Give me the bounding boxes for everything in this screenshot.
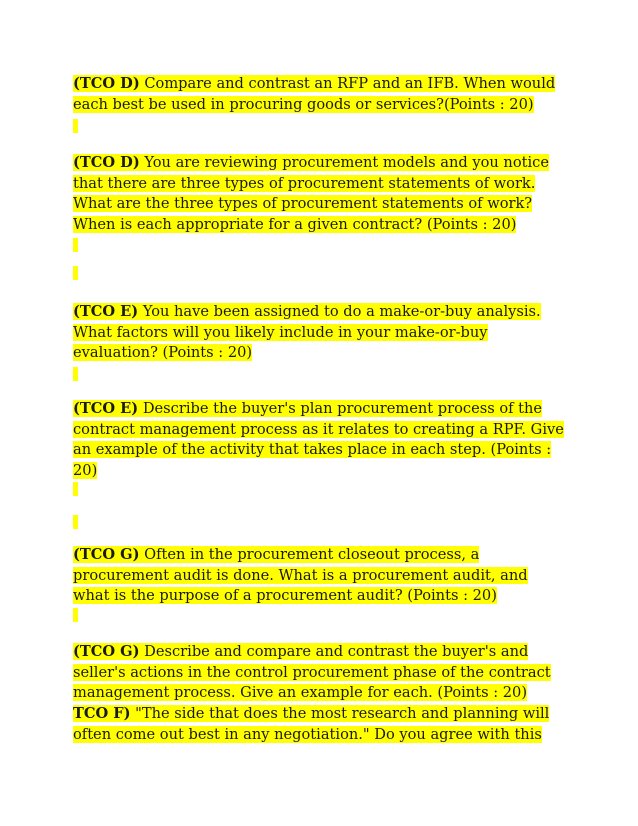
question-6-line-3: management process. Give an example for each. (Points : 20) xyxy=(73,684,528,702)
question-3 xyxy=(73,302,573,364)
question-4-line-1: Describe the buyer's plan procurement process of the xyxy=(138,400,543,417)
question-3-line-1: You have been assigned to do a make-or-buy analysis. xyxy=(138,303,541,320)
question-7-line-1: "The side that does the most research and planning will xyxy=(130,705,550,723)
question-5-line-1: Often in the procurement closeout process, a xyxy=(139,546,480,563)
question-6 xyxy=(73,642,573,745)
question-5-line-2: procurement audit is done. What is a procurement audit, and xyxy=(73,566,528,584)
question-4-line-4: 20) xyxy=(73,462,98,480)
question-7-line-2: often come out best in any negotiation." Do you agree with this xyxy=(73,725,542,743)
highlight-marker xyxy=(73,238,78,252)
question-1 xyxy=(73,74,573,115)
highlight-marker xyxy=(73,119,78,133)
question-3-line-3: evaluation? (Points : 20) xyxy=(73,344,253,362)
question-2-line-1: You are reviewing procurement models and you notice xyxy=(139,154,549,171)
question-5-line-3: what is the purpose of a procurement audit? (Points : 20) xyxy=(73,587,497,605)
highlight-marker xyxy=(73,482,78,496)
question-3-line-2: What factors will you likely include in your make-or-buy xyxy=(73,323,488,341)
highlight-marker xyxy=(73,367,78,381)
question-2 xyxy=(73,153,573,236)
question-6-line-2: seller's actions in the control procurement phase of the contract xyxy=(73,663,551,681)
question-7-tco: TCO F) xyxy=(73,705,131,723)
question-5 xyxy=(73,545,573,607)
question-4-line-2: contract management process as it relates to creating a RPF. Give xyxy=(73,420,564,438)
question-2-line-2: that there are three types of procurement statements of work. xyxy=(73,174,536,192)
question-6-tco: (TCO G) xyxy=(73,643,140,660)
question-3-tco: (TCO E) xyxy=(73,303,139,320)
question-2-line-3: What are the three types of procurement statements of work? xyxy=(73,195,533,213)
question-5-tco: (TCO G) xyxy=(73,546,140,563)
highlight-marker xyxy=(73,266,78,280)
question-4 xyxy=(73,399,573,482)
highlight-marker xyxy=(73,515,78,529)
question-4-tco: (TCO E) xyxy=(73,400,139,417)
question-1-line-1: Compare and contrast an RFP and an IFB. When would xyxy=(139,75,556,92)
question-1-tco: (TCO D) xyxy=(73,75,140,92)
question-2-line-4: When is each appropriate for a given contract? (Points : 20) xyxy=(73,216,517,234)
highlight-marker xyxy=(73,608,78,622)
question-1-line-2: each best be used in procuring goods or services?(Points : 20) xyxy=(73,95,534,113)
question-4-line-3: an example of the activity that takes place in each step. (Points : xyxy=(73,441,552,459)
question-6-line-1: Describe and compare and contrast the buyer's and xyxy=(139,643,529,660)
question-2-tco: (TCO D) xyxy=(73,154,140,171)
